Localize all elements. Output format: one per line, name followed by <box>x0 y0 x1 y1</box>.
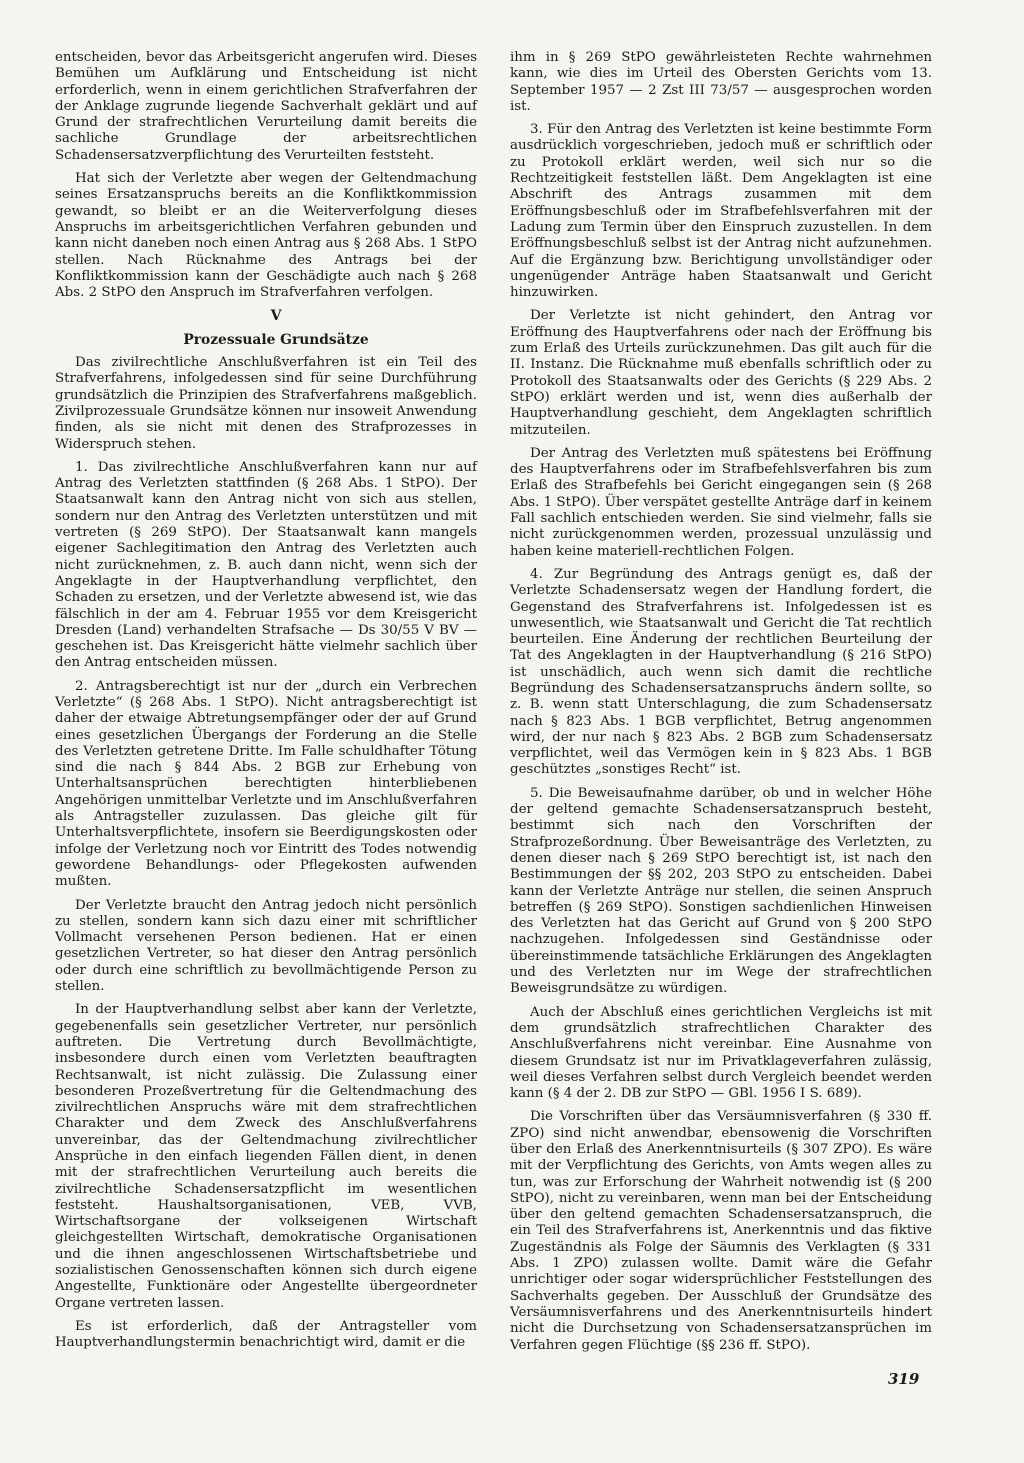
page-number: 319 <box>888 1370 920 1388</box>
paragraph: Der Antrag des Verletzten muß spätestens bei Eröffnung des Hauptverfahrens oder im Strafbefehlsverfahren bis zum Erlaß des Strafbefehls bei Gericht eingegangen sein (§ 268 Abs. 1 StPO). Über verspätet gestellte Anträge darf in keinem Fall sachlich entschieden werden. Sie sind vielmehr, falls sie nicht zurückgenommen werden, prozessual unzulässig und haben keine materiell-rechtlichen Folgen. <box>510 445 932 559</box>
left-column <box>55 50 477 1354</box>
section-number: V <box>270 308 282 325</box>
paragraph: ihm in § 269 StPO gewährleisteten Rechte wahrnehmen kann, wie dies im Urteil des Obersten Gerichts vom 13. September 1957 — 2 Zst III 73/57 — ausgesprochen worden ist. <box>510 50 932 114</box>
paragraph: Auch der Abschluß eines gerichtlichen Vergleichs ist mit dem grundsätzlich strafrechtlichen Charakter des Anschlußverfahrens nicht vereinbar. Eine Ausnahme von diesem Grundsatz ist nur im Privatklageverfahren zulässig, weil dieses Verfahren selbst durch Vergleich beendet werden kann (§ 4 der 2. DB zur StPO — GBl. 1956 I S. 689). <box>510 1004 932 1102</box>
paragraph: 2. Antragsberechtigt ist nur der „durch ein Verbrechen Verletzte“ (§ 268 Abs. 1 StPO). Nicht antragsberechtigt ist daher der etwaige Abtretungsempfänger oder der auf Grund eines gesetzlichen Übergangs der Forderung an die Stelle des Verletzten getretene Dritte. Im Falle schuldhafter Tötung sind die nach § 844 Abs. 2 BGB zur Erhebung von Unterhaltsansprüchen berechtigten hinterbliebenen Angehörigen unmittelbar Verletzte und im Anschlußverfahren als Antragsteller zuzulassen. Das gleiche gilt für Unterhaltsverpflichtete, insofern sie Beerdigungskosten oder infolge der Verletzung noch vor Eintritt des Todes notwendig gewordene Behandlungs- oder Pflegekosten aufwenden mußten. <box>55 678 477 890</box>
paragraph: Der Verletzte braucht den Antrag jedoch nicht persönlich zu stellen, sondern kann sich dazu einer mit schriftlicher Vollmacht versehenen Person bedienen. Hat er einen gesetzlichen Vertreter, so hat dieser den Antrag persönlich oder durch eine schriftlich zu bevollmächtigende Person zu stellen. <box>55 897 477 995</box>
section-title: Prozessuale Grundsätze <box>183 331 369 348</box>
paragraph: 5. Die Beweisaufnahme darüber, ob und in welcher Höhe der geltend gemachte Schadensersatzanspruch besteht, bestimmt sich nach den Vorschriften der Strafprozeßordnung. Über Beweisanträge des Verletzten, zu denen dieser nach § 269 StPO berechtigt ist, ist nach den Bestimmungen der §§ 202, 203 StPO zu entscheiden. Dabei kann der Verletzte Anträge nur stellen, die seinen Anspruch betreffen (§ 269 StPO). Sonstigen sachdienlichen Hinweisen des Verletzten hat das Gericht auf Grund von § 200 StPO nachzugehen. Infolgedessen sind Geständnisse oder übereinstimmende tatsächliche Erklärungen des Angeklagten und des Verletzten nur im Wege der strafrechtlichen Beweisgrundsätze zu würdigen. <box>510 785 932 997</box>
paragraph: 1. Das zivilrechtliche Anschlußverfahren kann nur auf Antrag des Verletzten stattfinden (§ 268 Abs. 1 StPO). Der Staatsanwalt kann den Antrag nicht von sich aus stellen, sondern nur den Antrag des Verletzten unterstützen und mit vertreten (§ 269 StPO). Der Staatsanwalt kann mangels eigener Sachlegitimation den Antrag des Verletzten auch nicht zurücknehmen, z. B. auch dann nicht, wenn sich der Angeklagte in der Hauptverhandlung verpflichtet, den Schaden zu ersetzen, und der Verletzte abwesend ist, wie das fälschlich in der am 4. Februar 1955 vor dem Kreisgericht Dresden (Land) verhandelten Strafsache — Ds 30/55 V BV — geschehen ist. Das Kreisgericht hätte vielmehr sachlich über den Antrag entscheiden müssen. <box>55 459 477 671</box>
paragraph: 3. Für den Antrag des Verletzten ist keine bestimmte Form ausdrücklich vorgeschrieben, jedoch muß er schriftlich oder zu Protokoll erklärt werden, weil sich nur so die Rechtzeitigkeit feststellen läßt. Dem Angeklagten ist eine Abschrift des Antrags zusammen mit dem Eröffnungsbeschluß oder im Strafbefehlsverfahren mit der Ladung zum Termin über den Einspruch zuzustellen. In dem Eröffnungsbeschluß selbst ist der Antrag nicht aufzunehmen. Auf die Ergänzung bzw. Berichtigung unvollständiger oder ungenügender Anträge haben Staatsanwalt und Gericht hinzuwirken. <box>510 122 932 301</box>
paragraph: In der Hauptverhandlung selbst aber kann der Verletzte, gegebenenfalls sein gesetzlicher Vertreter, nur persönlich auftreten. Die Vertretung durch Bevollmächtigte, insbesondere durch einen vom Verletzten beauftragten Rechtsanwalt, ist nicht zulässig. Die Zulassung einer besonderen Prozeßvertretung für die Geltendmachung des zivilrechtlichen Anspruchs wäre mit dem strafrechtlichen Charakter und dem Zweck des Anschlußverfahrens unvereinbar, das der Geltendmachung zivilrechtlicher Ansprüche in den einfach liegenden Fällen dient, in denen mit der strafrechtlichen Verurteilung auch bereits die zivilrechtliche Schadensersatzpflicht im wesentlichen feststeht. Haushaltsorganisationen, VEB, VVB, Wirtschaftsorgane der volkseigenen Wirtschaft gleichgestellten Wirtschaft, demokratische Organisationen und die ihnen angeschlossenen Wirtschaftsbetriebe und sozialistischen Genossenschaften können sich durch eigene Angestellte, Funktionäre oder Angestellte übergeordneter Organe vertreten lassen. <box>55 1002 477 1311</box>
right-column <box>510 50 932 1361</box>
paragraph: Der Verletzte ist nicht gehindert, den Antrag vor Eröffnung des Hauptverfahrens oder nach der Eröffnung bis zum Erlaß des Urteils zurückzunehmen. Das gilt auch für die II. Instanz. Die Rücknahme muß ebenfalls schriftlich oder zu Protokoll des Staatsanwalts oder des Gerichts (§ 229 Abs. 2 StPO) erklärt werden und ist, wenn dies außerhalb der Hauptverhandlung geschieht, dem Angeklagten schriftlich mitzuteilen. <box>510 308 932 438</box>
paragraph: entscheiden, bevor das Arbeitsgericht angerufen wird. Dieses Bemühen um Aufklärung und Entscheidung ist nicht erforderlich, wenn in einem gerichtlichen Strafverfahren der der Anklage zugrunde liegende Sachverhalt geklärt und auf Grund der strafrechtlichen Verurteilung damit bereits die sachliche Grundlage der arbeitsrechtlichen Schadensersatzverpflichtung des Verurteilten feststeht. <box>55 50 477 163</box>
paragraph: Es ist erforderlich, daß der Antragsteller vom Hauptverhandlungstermin benachrichtigt wird, damit er die <box>55 1318 477 1351</box>
paragraph: Das zivilrechtliche Anschlußverfahren ist ein Teil des Strafverfahrens, infolgedessen sind für seine Durchführung grundsätzlich die Prinzipien des Strafverfahrens maßgeblich. Zivilprozessuale Grundsätze können nur insoweit Anwendung finden, als sie nicht mit denen des Strafprozesses in Widerspruch stehen. <box>55 355 477 452</box>
paragraph: Die Vorschriften über das Versäumnisverfahren (§ 330 ff. ZPO) sind nicht anwendbar, ebensowenig die Vorschriften über den Erlaß des Anerkenntnisurteils (§ 307 ZPO). Es wäre mit der Verpflichtung des Gerichts, von Amts wegen alles zu tun, was zur Erforschung der Wahrheit notwendig ist (§ 200 StPO), nicht zu vereinbaren, wenn man bei der Entscheidung über den geltend gemachten Schadensersatzanspruch, die ein Teil des Strafverfahrens ist, Anerkenntnis und das fiktive Zugeständnis als Folge der Säumnis des Verklagten (§ 331 Abs. 1 ZPO) zulassen wollte. Damit wäre die Gefahr unrichtiger oder sogar widersprüchlicher Feststellungen des Sachverhalts gegeben. Der Ausschluß der Grundsätze des Versäumnisverfahrens und des Anerkenntnisurteils hindert nicht die Durchsetzung von Schadensersatzansprüchen im Verfahren gegen Flüchtige (§§ 236 ff. StPO). <box>510 1109 932 1353</box>
paragraph: Hat sich der Verletzte aber wegen der Geltendmachung seines Ersatzanspruchs bereits an die Konfliktkommission gewandt, so bleibt er an die Weiterverfolgung dieses Anspruchs im arbeitsgerichtlichen Verfahren gebunden und kann nicht daneben noch einen Antrag aus § 268 Abs. 1 StPO stellen. Nach Rücknahme des Antrags bei der Konfliktkommission kann der Geschädigte auch nach § 268 Abs. 2 StPO den Anspruch im Strafverfahren verfolgen. <box>55 171 477 301</box>
paragraph: 4. Zur Begründung des Antrags genügt es, daß der Verletzte Schadensersatz wegen der Handlung fordert, die Gegenstand des Strafverfahrens ist. Infolgedessen ist es unwesentlich, wie Staatsanwalt und Gericht die Tat rechtlich beurteilen. Eine Änderung der rechtlichen Beurteilung der Tat des Angeklagten in der Hauptverhandlung (§ 216 StPO) ist unschädlich, auch wenn sich damit die rechtliche Begründung des Schadensersatzanspruchs ändern sollte, so z. B. wenn statt Unterschlagung, die zum Schadensersatz nach § 823 Abs. 1 BGB verpflichtet, Betrug angenommen wird, der nur nach § 823 Abs. 2 BGB zum Schadensersatz verpflichtet, weil das Vermögen kein in § 823 Abs. 1 BGB geschütztes „sonstiges Recht“ ist. <box>510 566 932 778</box>
